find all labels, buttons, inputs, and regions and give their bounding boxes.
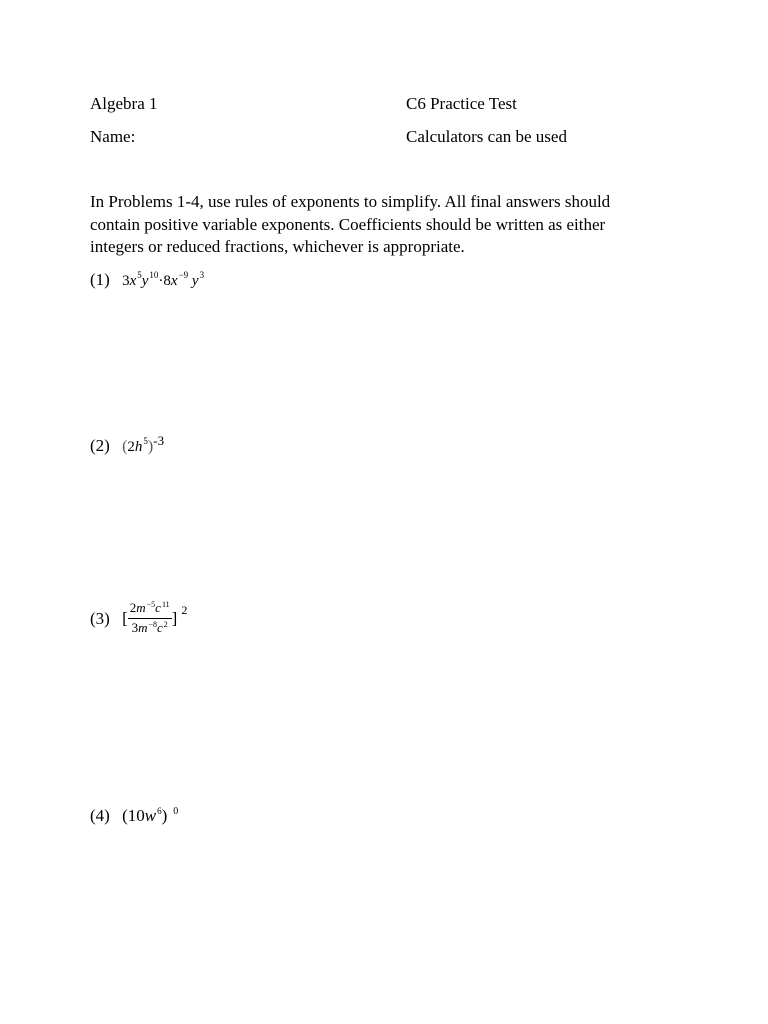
- variable: x: [170, 273, 178, 289]
- problem-expression: [122, 433, 165, 456]
- problem-4: [90, 806, 178, 826]
- multiplication-dot: ·: [158, 273, 164, 289]
- open-paren: (: [122, 438, 128, 455]
- open-paren: (: [122, 806, 128, 825]
- coefficient: 3: [122, 273, 130, 289]
- problem-expression: [122, 270, 205, 290]
- problem-2: [90, 433, 165, 456]
- exponent: 10: [149, 270, 159, 280]
- coefficient: 2: [129, 600, 137, 615]
- outer-exponent: 0: [173, 806, 179, 817]
- outer-exponent: 2: [181, 603, 188, 618]
- close-paren: ): [161, 806, 168, 825]
- exponent: 6: [157, 806, 162, 816]
- problem-number: (2): [90, 436, 110, 455]
- close-paren: ): [147, 438, 154, 455]
- variable: m: [138, 620, 148, 635]
- course-name: Algebra 1: [90, 94, 158, 113]
- name-label: Name:: [90, 127, 136, 146]
- fraction: [128, 600, 172, 637]
- variable: c: [157, 620, 163, 635]
- denominator: [128, 619, 172, 637]
- variable: x: [129, 273, 137, 289]
- exponent: 5: [143, 436, 148, 446]
- test-title: C6 Practice Test: [406, 94, 517, 113]
- variable: m: [136, 600, 146, 615]
- close-bracket: ]: [171, 608, 178, 628]
- variable: c: [155, 600, 161, 615]
- problem-1: [90, 270, 204, 290]
- problem-number: (4): [90, 806, 110, 825]
- coefficient: 3: [131, 620, 139, 635]
- variable: y: [141, 273, 149, 289]
- exponent: 3: [199, 270, 205, 280]
- exponent: −9: [178, 270, 189, 280]
- variable: w: [144, 806, 157, 825]
- calculator-note: Calculators can be used: [406, 127, 567, 146]
- exponent: −8: [148, 620, 157, 629]
- variable: y: [191, 273, 199, 289]
- instructions-text: In Problems 1-4, use rules of exponents to simplify. All final answers should contain positive variable exponents. Coefficients should be written as either integers or reduced fractions, whichever is appropriate.: [90, 192, 611, 256]
- problem-3: [90, 600, 187, 637]
- coefficient: 2: [127, 439, 135, 455]
- numerator: [128, 600, 172, 619]
- outer-exponent: -3: [153, 433, 165, 448]
- exponent: −5: [146, 600, 156, 609]
- coefficient: 10: [127, 806, 145, 825]
- problem-number: (3): [90, 608, 110, 628]
- problem-number: (1): [90, 270, 110, 289]
- open-bracket: [: [122, 608, 128, 628]
- exponent: 5: [137, 270, 142, 280]
- variable: h: [134, 439, 143, 455]
- coefficient: 8: [163, 273, 171, 289]
- problem-expression: [122, 806, 178, 825]
- exponent: 11: [161, 600, 170, 609]
- exponent: 2: [163, 620, 168, 629]
